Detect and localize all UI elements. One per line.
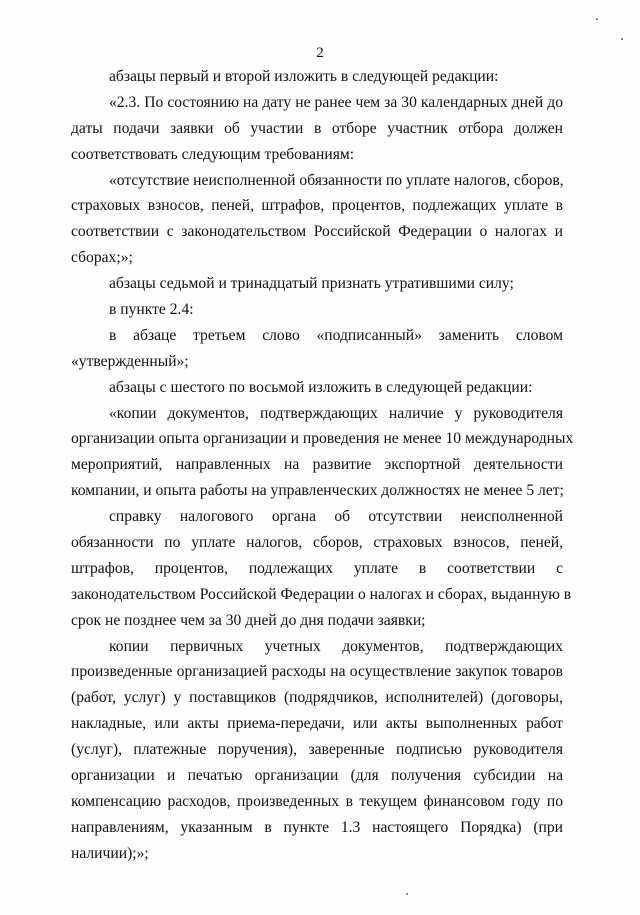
scan-speck	[596, 18, 598, 20]
text-line: штрафов, процентов, подлежащих уплате в соответствии с	[71, 559, 563, 577]
scan-speck	[621, 38, 623, 40]
text-line: «2.3. По состоянию на дату не ранее чем за 30 календарных дней до	[109, 93, 563, 111]
text-line: абзацы с шестого по восьмой изложить в следующей редакции:	[109, 378, 533, 396]
text-line: сборах;»;	[71, 249, 133, 267]
text-line: (услуг), платежные поручения), заверенные подписью руководителя	[71, 741, 563, 759]
text-line: абзацы седьмой и тринадцатый признать утратившими силу;	[109, 275, 514, 293]
text-line: законодательством Российской Федерации о налогах и сборах, выданную в	[71, 585, 572, 603]
text-line: копии первичных учетных документов, подтверждающих	[109, 637, 563, 655]
scan-speck	[406, 893, 408, 895]
text-line: наличии);»;	[71, 844, 149, 862]
text-line: организации и печатью организации (для получения субсидии на	[71, 767, 563, 785]
text-line: направлениям, указанным в пункте 1.3 настоящего Порядка) (при	[71, 818, 563, 836]
text-line: «утвержденный»;	[71, 352, 189, 370]
text-line: соответствовать следующим требованиям:	[71, 145, 355, 163]
text-line: обязанности по уплате налогов, сборов, страховых взносов, пеней,	[71, 534, 563, 552]
text-line: «копии документов, подтверждающих наличие у руководителя	[109, 404, 563, 422]
text-line: срок не позднее чем за 30 дней до дня подачи заявки;	[71, 611, 426, 629]
text-line: произведенные организацией расходы на осуществление закупок товаров	[71, 663, 563, 681]
text-line: даты подачи заявки об участии в отборе участник отбора должен	[71, 119, 563, 137]
text-line: организации опыта организации и проведения не менее 10 международных	[71, 430, 574, 448]
text-line: компенсацию расходов, произведенных в текущем финансовом году по	[71, 792, 563, 810]
page-number: 2	[316, 45, 324, 61]
text-line: страховых взносов, пеней, штрафов, процентов, подлежащих уплате в	[71, 197, 563, 215]
text-line: мероприятий, направленных на развитие экспортной деятельности	[71, 456, 563, 474]
text-line: накладные, или акты приема-передачи, или акты выполненных работ	[71, 715, 563, 733]
text-line: компании, и опыта работы на управленческих должностях не менее 5 лет;	[71, 482, 564, 500]
text-line: соответствии с законодательством Российской Федерации о налогах и	[71, 223, 563, 241]
text-line: справку налогового органа об отсутствии неисполненной	[109, 508, 563, 526]
document-body	[71, 64, 574, 867]
text-line: абзацы первый и второй изложить в следующей редакции:	[109, 68, 499, 85]
text-line: в абзаце третьем слово «подписанный» заменить словом	[109, 326, 563, 344]
text-line: «отсутствие неисполненной обязанности по уплате налогов, сборов,	[109, 171, 564, 189]
text-line: в пункте 2.4:	[109, 301, 194, 319]
text-line: (работ, услуг) у поставщиков (подрядчиков, исполнителей) (договоры,	[71, 689, 563, 707]
